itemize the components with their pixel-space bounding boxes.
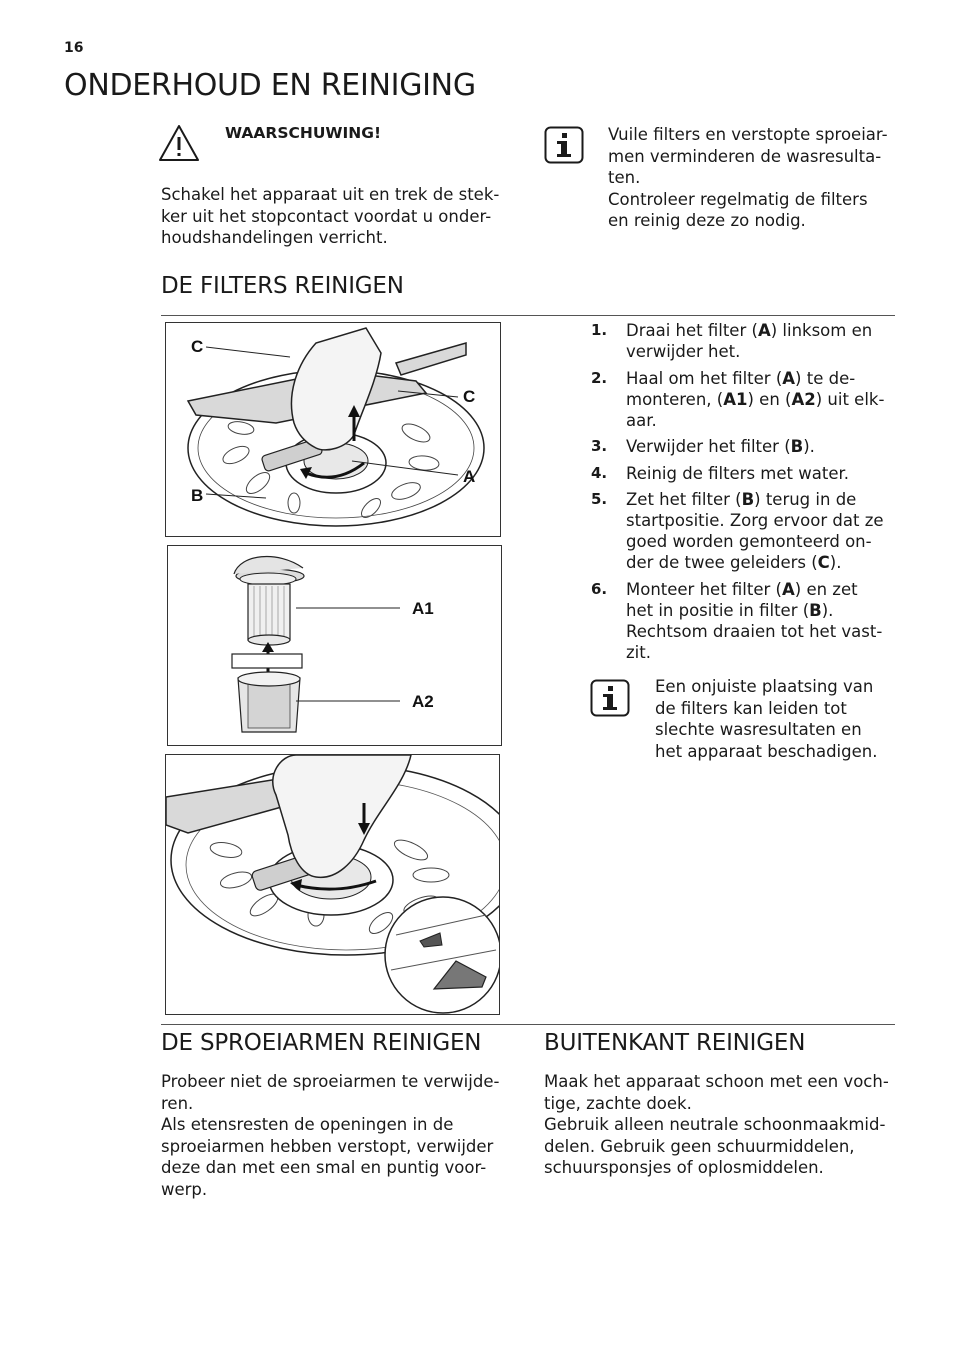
info-icon bbox=[544, 126, 584, 168]
filter-step bbox=[591, 368, 891, 431]
info-line: Controleer regelmatig de filters bbox=[608, 189, 868, 209]
step-line bbox=[626, 579, 891, 600]
spray-arms-line: deze dan met een smal en puntig voor- bbox=[161, 1158, 487, 1177]
step-reference: B bbox=[809, 600, 822, 620]
step-number: 1. bbox=[591, 321, 608, 339]
step-text: ) en zet bbox=[794, 579, 858, 599]
outside-cleaning-text bbox=[544, 1071, 889, 1179]
step-line bbox=[626, 436, 891, 457]
step-text: Monteer het filter ( bbox=[626, 579, 782, 599]
label-c-left: C bbox=[191, 337, 204, 356]
outside-line: tige, zachte doek. bbox=[544, 1093, 692, 1113]
section-divider bbox=[161, 315, 895, 316]
step-reference: C bbox=[817, 553, 830, 572]
section-divider bbox=[161, 1024, 895, 1025]
info-note-text bbox=[655, 676, 877, 762]
step-reference: B bbox=[790, 437, 804, 456]
step-reference: A bbox=[757, 321, 771, 340]
label-c-right: C bbox=[463, 387, 476, 406]
info-note-line: slechte wasresultaten en bbox=[655, 720, 862, 739]
step-line bbox=[626, 531, 891, 552]
spray-arms-line: werp. bbox=[161, 1179, 208, 1199]
step-text: Draai het filter ( bbox=[626, 321, 758, 340]
filter-step bbox=[591, 436, 891, 457]
step-line bbox=[626, 642, 891, 663]
step-line bbox=[626, 341, 891, 362]
step-text: startpositie. Zorg ervoor dat ze bbox=[626, 511, 884, 530]
outside-line: Gebruik alleen neutrale schoonmaakmid- bbox=[544, 1115, 886, 1134]
info-line: Vuile filters en verstopte sproeiar- bbox=[608, 125, 888, 144]
filter-step bbox=[591, 489, 891, 573]
step-text: ) linksom en bbox=[770, 321, 873, 340]
warning-line: Schakel het apparaat uit en trek de stek- bbox=[161, 185, 500, 204]
label-a2: A2 bbox=[412, 692, 434, 711]
step-line bbox=[626, 621, 891, 642]
info-note-line: Een onjuiste plaatsing van bbox=[655, 677, 874, 696]
outside-line: delen. Gebruik geen schuurmiddelen, bbox=[544, 1136, 855, 1156]
step-number: 2. bbox=[591, 368, 608, 387]
filters-heading: DE FILTERS REINIGEN bbox=[161, 273, 404, 299]
step-reference: A1 bbox=[723, 389, 748, 409]
spray-arms-text bbox=[161, 1071, 499, 1200]
step-line bbox=[626, 463, 891, 484]
step-text: het in positie in filter ( bbox=[626, 600, 810, 620]
step-text: Haal om het filter ( bbox=[626, 368, 783, 388]
info-note-line: het apparaat beschadigen. bbox=[655, 741, 878, 761]
spray-arms-heading: DE SPROEIARMEN REINIGEN bbox=[161, 1030, 482, 1056]
filter-step bbox=[591, 463, 891, 484]
filter-step bbox=[591, 320, 891, 362]
warning-text bbox=[161, 184, 499, 249]
filter-steps-list bbox=[591, 320, 891, 668]
label-a1: A1 bbox=[412, 599, 434, 618]
page-title: ONDERHOUD EN REINIGING bbox=[64, 68, 476, 103]
warning-title: WAARSCHUWING! bbox=[225, 124, 382, 142]
step-text: der de twee geleiders ( bbox=[626, 553, 818, 572]
info-line: ten. bbox=[608, 168, 641, 187]
step-text: ). bbox=[821, 600, 834, 620]
step-reference: B bbox=[741, 490, 755, 509]
info-line: men verminderen de wasresulta- bbox=[608, 146, 882, 166]
warning-line: houdshandelingen verricht. bbox=[161, 228, 388, 247]
spray-arms-line: ren. bbox=[161, 1093, 194, 1113]
warning-line: ker uit het stopcontact voordat u onder- bbox=[161, 206, 492, 226]
step-line bbox=[626, 320, 891, 341]
step-number: 3. bbox=[591, 437, 608, 455]
warning-triangle-icon bbox=[158, 124, 200, 166]
step-number: 6. bbox=[591, 579, 608, 598]
step-line bbox=[626, 368, 891, 389]
step-text: monteren, ( bbox=[626, 389, 724, 409]
step-line bbox=[626, 410, 891, 431]
step-text: ). bbox=[803, 437, 815, 456]
step-text: ) en ( bbox=[747, 389, 792, 409]
info-icon bbox=[590, 679, 630, 721]
step-text: aar. bbox=[626, 410, 657, 430]
step-text: ) terug in de bbox=[754, 490, 857, 509]
outside-cleaning-heading: BUITENKANT REINIGEN bbox=[544, 1030, 806, 1056]
step-text: Reinig de filters met water. bbox=[626, 463, 849, 483]
spray-arms-line: Probeer niet de sproeiarmen te verwijde- bbox=[161, 1072, 500, 1091]
label-b: B bbox=[191, 486, 204, 505]
step-reference: A bbox=[782, 368, 796, 388]
step-text: Verwijder het filter ( bbox=[626, 437, 791, 456]
outside-line: schuursponsjes of oplosmiddelen. bbox=[544, 1158, 824, 1177]
info-top-text bbox=[608, 124, 888, 232]
spray-arms-line: sproeiarmen hebben verstopt, verwijder bbox=[161, 1136, 494, 1156]
step-text: ). bbox=[829, 553, 842, 572]
label-a: A bbox=[463, 467, 476, 486]
step-line bbox=[626, 552, 891, 573]
step-text: goed worden gemonteerd on- bbox=[626, 532, 872, 551]
step-line bbox=[626, 510, 891, 531]
figure-filter-parts bbox=[167, 545, 502, 746]
spray-arms-line: Als etensresten de openingen in de bbox=[161, 1115, 454, 1134]
step-text: ) te de- bbox=[795, 368, 856, 388]
step-number: 5. bbox=[591, 490, 608, 508]
figure-filter-install bbox=[165, 754, 500, 1015]
filter-step bbox=[591, 579, 891, 663]
step-text: verwijder het. bbox=[626, 342, 741, 361]
step-line bbox=[626, 489, 891, 510]
step-number: 4. bbox=[591, 463, 608, 482]
step-text: zit. bbox=[626, 642, 651, 662]
figure-filter-removal bbox=[165, 322, 501, 537]
page-number: 16 bbox=[64, 40, 84, 56]
info-note-line: de filters kan leiden tot bbox=[655, 698, 847, 718]
step-text: Rechtsom draaien tot het vast- bbox=[626, 621, 883, 641]
step-line bbox=[626, 600, 891, 621]
step-reference: A2 bbox=[791, 389, 816, 409]
step-text: ) uit elk- bbox=[815, 389, 885, 409]
step-reference: A bbox=[781, 579, 795, 599]
outside-line: Maak het apparaat schoon met een voch- bbox=[544, 1072, 889, 1091]
step-line bbox=[626, 389, 891, 410]
step-text: Zet het filter ( bbox=[626, 490, 742, 509]
info-line: en reinig deze zo nodig. bbox=[608, 211, 806, 230]
